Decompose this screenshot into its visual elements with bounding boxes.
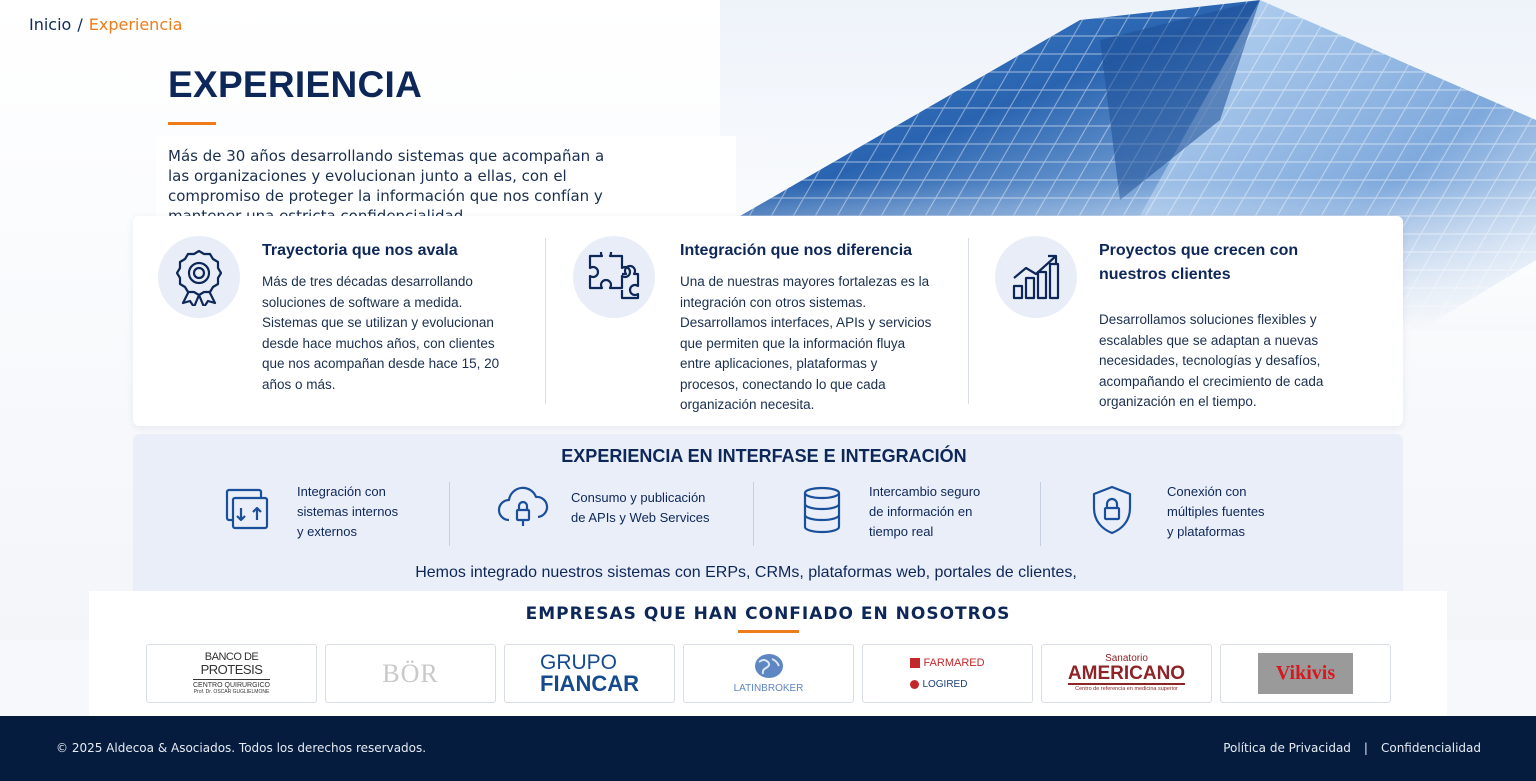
logo-text: LOGIRED bbox=[922, 679, 968, 691]
feature-description: Una de nuestras mayores fortalezas es la integración con otros sistemas. Desarrollamos interfaces, APIs y servicios que permiten que la información fluya entre aplicaciones, plataformas y procesos, conectando lo que cada organización necesita. bbox=[680, 274, 932, 412]
integration-item bbox=[223, 482, 398, 542]
logo-banco-de-protesis bbox=[146, 644, 317, 703]
feature-title: Proyectos que crecen con nuestros clientes bbox=[1099, 242, 1299, 283]
breadcrumb bbox=[29, 15, 182, 34]
footer-links bbox=[1223, 741, 1481, 755]
breadcrumb-home-link[interactable]: Inicio bbox=[29, 15, 72, 34]
integration-item bbox=[1089, 482, 1265, 542]
globe-icon bbox=[753, 653, 785, 679]
footer-separator: | bbox=[1363, 741, 1368, 755]
logo-text: BANCO DE bbox=[204, 651, 259, 663]
intro-text: Más de 30 años desarrollando sistemas que acompañan a las organizaciones y evolucionan junto a ellas, con el compromiso de proteger la información que nos confían y bbox=[168, 147, 605, 205]
privacy-policy-link[interactable]: Política de Privacidad bbox=[1223, 741, 1351, 755]
logo-grupo-fiancar bbox=[504, 644, 675, 703]
logo-text: GRUPO bbox=[540, 651, 618, 674]
cloud-lock-icon bbox=[495, 482, 571, 534]
logo-text: Prof. Dr. OSCAR GUGLIELMONE bbox=[193, 689, 270, 695]
feature-title: Integración que nos diferencia bbox=[680, 242, 913, 259]
breadcrumb-separator: / bbox=[77, 15, 83, 34]
puzzle-icon bbox=[573, 236, 655, 318]
copyright-text: © 2025 Aldecoa & Asociados. Todos los derechos reservados. bbox=[56, 741, 427, 755]
integration-item-label: Consumo y publicación de APIs y Web Services bbox=[571, 490, 710, 525]
logo-text: Centro de referencia en medicina superior bbox=[1075, 686, 1178, 693]
feature-description: Desarrollamos soluciones flexibles y escalables que se adaptan a nuevas necesidades, tecnologías y desafíos, acompañando el crecimiento de cada organización en el tiempo. bbox=[1099, 312, 1324, 409]
logo-text: Sanatorio bbox=[1105, 653, 1148, 665]
shield-lock-icon bbox=[1089, 484, 1167, 540]
footer bbox=[0, 716, 1536, 781]
integration-item-label: Integración con sistemas internos y externos bbox=[297, 484, 399, 539]
sync-windows-icon bbox=[223, 486, 297, 538]
logired-mark-icon bbox=[910, 680, 919, 689]
client-logos bbox=[146, 644, 1391, 703]
feature-title: Trayectoria que nos avala bbox=[262, 242, 458, 259]
confidentiality-link[interactable]: Confidencialidad bbox=[1380, 741, 1481, 755]
integration-item-label: Intercambio seguro de información en tiempo real bbox=[869, 484, 981, 539]
clients-accent-bar bbox=[738, 630, 799, 633]
integration-divider bbox=[449, 482, 450, 546]
logo-sanatorio-americano bbox=[1041, 644, 1212, 703]
feature-description: Más de tres décadas desarrollando soluciones de software a medida. Sistemas que se utilizan y evolucionan desde hace muchos años, con clientes que nos acompañan desde hace 15, 20 años o más. bbox=[262, 274, 500, 392]
integration-item-label: Conexión con múltiples fuentes y plataformas bbox=[1167, 484, 1265, 539]
logo-text: BÖR bbox=[382, 658, 439, 688]
page-title: EXPERIENCIA bbox=[168, 64, 423, 105]
breadcrumb-current: Experiencia bbox=[88, 15, 183, 34]
integration-item bbox=[495, 482, 710, 534]
integration-item bbox=[801, 482, 980, 542]
database-icon bbox=[801, 485, 869, 539]
logo-text: AMERICANO bbox=[1067, 663, 1186, 685]
farmared-mark-icon bbox=[910, 658, 920, 668]
logo-text: FARMARED bbox=[923, 656, 985, 669]
logo-text: FIANCAR bbox=[540, 671, 639, 696]
integration-description: Hemos integrado nuestros sistemas con ERPs, CRMs, plataformas web, portales de clientes, bbox=[415, 564, 1077, 581]
features-card bbox=[133, 216, 1403, 426]
clients-title: EMPRESAS QUE HAN CONFIADO EN NOSOTROS bbox=[525, 604, 1011, 624]
award-ribbon-icon bbox=[158, 236, 240, 318]
logo-vikivis bbox=[1220, 644, 1391, 703]
integration-title: EXPERIENCIA EN INTERFASE E INTEGRACIÓN bbox=[561, 446, 967, 466]
logo-latinbroker bbox=[683, 644, 854, 703]
feature-divider bbox=[545, 238, 546, 404]
logo-farmared-logired bbox=[862, 644, 1033, 703]
integration-divider bbox=[753, 482, 754, 546]
integration-divider bbox=[1040, 482, 1041, 546]
logo-text: PROTESIS bbox=[200, 662, 263, 677]
growth-chart-icon bbox=[995, 236, 1077, 318]
title-accent-bar bbox=[168, 122, 216, 125]
logo-text: LATINBROKER bbox=[733, 683, 804, 694]
logo-text: Vikivis bbox=[1275, 662, 1336, 684]
clients-section bbox=[89, 591, 1447, 716]
feature-divider bbox=[968, 238, 969, 404]
logo-text: CENTRO QUIRURGICO bbox=[193, 679, 270, 689]
logo-bor bbox=[325, 644, 496, 703]
integration-section bbox=[133, 434, 1403, 594]
